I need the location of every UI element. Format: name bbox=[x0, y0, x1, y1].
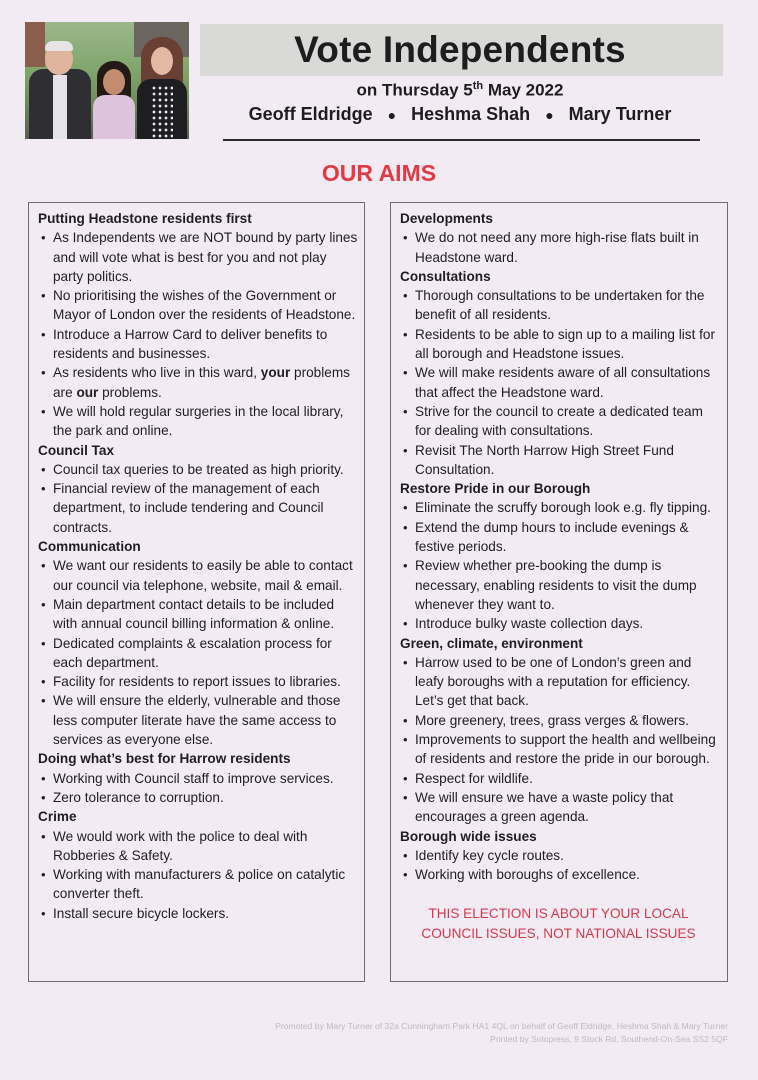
list-item-text: Dedicated complaints & escalation process for each department. bbox=[53, 635, 332, 670]
section-title: Restore Pride in our Borough bbox=[400, 481, 591, 497]
aims-list bbox=[38, 228, 358, 440]
list-item bbox=[38, 865, 358, 904]
list-item-text: Thorough consultations to be undertaken for the benefit of all residents. bbox=[415, 288, 705, 323]
list-item bbox=[38, 595, 358, 634]
list-item bbox=[400, 846, 721, 865]
list-item-text: Working with Council staff to improve services. bbox=[53, 770, 334, 786]
list-item bbox=[400, 498, 721, 517]
bullet-icon: • bbox=[41, 481, 46, 497]
list-item-text: Install secure bicycle lockers. bbox=[53, 905, 230, 921]
bullet-icon: • bbox=[403, 288, 408, 304]
bullet-icon: • bbox=[403, 789, 408, 805]
list-item bbox=[400, 711, 721, 730]
list-item-text: We will hold regular surgeries in the local library, the park and online. bbox=[53, 403, 344, 439]
list-item-text: Improvements to support the health and wellbeing of residents and restore the pride in our borough. bbox=[415, 732, 716, 767]
bullet-icon: • bbox=[41, 288, 46, 304]
bullet-icon: • bbox=[403, 847, 408, 863]
candidate-name: Geoff Eldridge bbox=[248, 104, 373, 124]
bullet-icon: • bbox=[41, 365, 46, 381]
list-item-text: Residents to be able to sign up to a mailing list for all borough and Headstone issues. bbox=[415, 326, 715, 362]
list-item bbox=[400, 228, 721, 267]
list-item-text: We want our residents to easily be able to contact our council via telephone, website, mail & email. bbox=[53, 558, 353, 593]
list-item-text: Identify key cycle routes. bbox=[415, 847, 564, 863]
section-title: Communication bbox=[38, 539, 141, 555]
aims-list bbox=[400, 653, 721, 827]
list-item bbox=[400, 286, 721, 325]
list-item-text: No prioritising the wishes of the Government or Mayor of London over the residents of Headstone. bbox=[53, 288, 356, 323]
bullet-icon: • bbox=[41, 905, 46, 921]
candidates-photo bbox=[25, 22, 189, 139]
bullet-icon: • bbox=[403, 403, 408, 419]
aims-section bbox=[400, 634, 721, 827]
list-item-text: We do not need any more high-rise flats built in Headstone ward. bbox=[415, 230, 699, 265]
bullet-icon: • bbox=[403, 326, 408, 342]
list-item bbox=[38, 691, 358, 749]
aims-section bbox=[38, 537, 358, 749]
list-item bbox=[38, 769, 358, 788]
list-item-text: Extend the dump hours to include evenings & festive periods. bbox=[415, 519, 689, 555]
list-item bbox=[400, 325, 721, 364]
section-title: Green, climate, environment bbox=[400, 635, 583, 651]
bullet-icon: • bbox=[41, 674, 46, 690]
bullet-icon: • bbox=[41, 230, 46, 246]
bullet-icon: • bbox=[41, 596, 46, 612]
bullet-icon: • bbox=[403, 654, 408, 670]
list-item bbox=[38, 904, 358, 923]
aims-list bbox=[400, 228, 721, 267]
bullet-icon: • bbox=[403, 616, 408, 632]
imprint-footer bbox=[275, 1020, 728, 1046]
list-item bbox=[400, 788, 721, 827]
list-item-text: We will ensure we have a waste policy that encourages a green agenda. bbox=[415, 789, 674, 825]
list-item-text: We would work with the police to deal with Robberies & Safety. bbox=[53, 828, 308, 863]
bullet-icon: • bbox=[403, 442, 408, 458]
list-item bbox=[400, 769, 721, 788]
election-tagline: THIS ELECTION IS ABOUT YOUR LOCAL COUNCIL ISSUES, NOT NATIONAL ISSUES bbox=[421, 906, 696, 941]
list-item bbox=[38, 672, 358, 691]
list-item bbox=[38, 286, 358, 325]
bullet-icon: • bbox=[403, 867, 408, 883]
promoted-by-text: Promoted by Mary Turner of 32a Cunningham Park HA1 4QL on behalf of Geoff Eldridge, Heshma Shah & Mary Turner bbox=[275, 1021, 728, 1031]
bullet-icon: • bbox=[403, 500, 408, 516]
bullet-icon: • bbox=[403, 732, 408, 748]
list-item bbox=[38, 827, 358, 866]
list-item bbox=[38, 460, 358, 479]
bullet-icon: • bbox=[41, 461, 46, 477]
list-item bbox=[400, 518, 721, 557]
list-item-text: Revisit The North Harrow High Street Fund Consultation. bbox=[415, 442, 674, 477]
candidate-name: Mary Turner bbox=[568, 104, 672, 124]
aims-list bbox=[400, 498, 721, 633]
list-item bbox=[38, 788, 358, 807]
aims-section bbox=[38, 807, 358, 923]
bullet-icon: • bbox=[403, 365, 408, 381]
list-item-text: Council tax queries to be treated as high priority. bbox=[53, 461, 344, 477]
bullet-icon: • bbox=[403, 558, 408, 574]
aims-list bbox=[400, 286, 721, 479]
bullet-icon: • bbox=[41, 867, 46, 883]
list-item-text: Zero tolerance to corruption. bbox=[53, 789, 224, 805]
bullet-icon: • bbox=[41, 326, 46, 342]
list-item-text: Financial review of the management of each department, to include tendering and Council contracts. bbox=[53, 481, 324, 535]
photo-person-geoff bbox=[29, 29, 91, 139]
list-item-text: We will make residents aware of all consultations that affect the Headstone ward. bbox=[415, 365, 711, 400]
list-item-text: Eliminate the scruffy borough look e.g. fly tipping. bbox=[415, 500, 711, 516]
bullet-icon: • bbox=[41, 403, 46, 419]
list-item bbox=[400, 614, 721, 633]
date-ordinal: th bbox=[472, 80, 484, 92]
bullet-icon: • bbox=[41, 789, 46, 805]
photo-person-mary bbox=[135, 35, 189, 139]
bullet-separator-icon: ● bbox=[545, 107, 554, 124]
list-item bbox=[400, 653, 721, 711]
aims-section bbox=[400, 827, 721, 885]
aims-right-column bbox=[390, 202, 728, 982]
header-divider bbox=[223, 139, 700, 141]
bullet-icon: • bbox=[41, 828, 46, 844]
list-item-text: As Independents we are NOT bound by party lines and will vote what is best for you and not play party politics. bbox=[53, 230, 358, 284]
list-item-text: We will ensure the elderly, vulnerable and those less computer literate have the same access to services as everyone else. bbox=[53, 693, 341, 748]
list-item bbox=[38, 556, 358, 595]
aims-section bbox=[400, 267, 721, 479]
section-title: Borough wide issues bbox=[400, 828, 537, 844]
list-item bbox=[400, 363, 721, 402]
bullet-separator-icon: ● bbox=[387, 107, 397, 124]
aims-list bbox=[38, 827, 358, 923]
list-item-text: Introduce bulky waste collection days. bbox=[415, 616, 644, 632]
aims-list bbox=[38, 769, 358, 808]
aims-section bbox=[400, 479, 721, 633]
bullet-icon: • bbox=[403, 770, 408, 786]
page-title: Vote Independents bbox=[294, 29, 626, 70]
aims-section bbox=[400, 209, 721, 267]
bullet-icon: • bbox=[403, 519, 408, 535]
aims-section bbox=[38, 749, 358, 807]
bullet-icon: • bbox=[41, 693, 46, 709]
date-prefix: on Thursday 5 bbox=[356, 80, 473, 100]
aims-list bbox=[38, 460, 358, 537]
bullet-icon: • bbox=[41, 635, 46, 651]
bullet-icon: • bbox=[41, 770, 46, 786]
list-item bbox=[400, 730, 721, 769]
candidate-names bbox=[200, 104, 720, 125]
list-item bbox=[400, 556, 721, 614]
section-title: Council Tax bbox=[38, 442, 115, 458]
bullet-icon: • bbox=[403, 712, 408, 728]
election-date bbox=[200, 80, 720, 101]
aims-heading: OUR AIMS bbox=[321, 160, 437, 186]
section-title: Doing what’s best for Harrow residents bbox=[38, 751, 291, 767]
aims-section bbox=[38, 441, 358, 537]
candidate-name: Heshma Shah bbox=[411, 104, 531, 124]
list-item-text: Strive for the council to create a dedicated team for dealing with consultations. bbox=[415, 403, 703, 439]
list-item bbox=[38, 363, 358, 402]
list-item-text: More greenery, trees, grass verges & flowers. bbox=[415, 712, 689, 728]
aims-section bbox=[38, 209, 358, 441]
bullet-icon: • bbox=[403, 230, 408, 246]
section-title: Putting Headstone residents first bbox=[38, 211, 252, 226]
list-item bbox=[400, 865, 721, 884]
list-item-text: Introduce a Harrow Card to deliver benefits to residents and businesses. bbox=[53, 326, 328, 362]
aims-left-column bbox=[28, 202, 365, 982]
section-title: Consultations bbox=[400, 268, 491, 284]
photo-person-heshma bbox=[89, 59, 139, 139]
list-item-text: Review whether pre-booking the dump is necessary, enabling residents to visit the dump whenever they want to. bbox=[415, 558, 697, 612]
list-item-text: Working with boroughs of excellence. bbox=[415, 867, 640, 883]
list-item-text: Harrow used to be one of London’s green and leafy boroughs with a reputation for efficiency. Let’s get that back. bbox=[415, 654, 692, 709]
list-item bbox=[38, 634, 358, 673]
list-item bbox=[400, 402, 721, 441]
list-item bbox=[400, 441, 721, 480]
list-item-text: Working with manufacturers & police on catalytic converter theft. bbox=[53, 867, 346, 902]
printed-by-text: Printed by Solopress, 9 Stock Rd, Southend-On-Sea SS2 5QF bbox=[490, 1034, 728, 1044]
list-item bbox=[38, 325, 358, 364]
aims-list bbox=[400, 846, 721, 885]
list-item bbox=[38, 402, 358, 441]
list-item-text: Main department contact details to be included with annual council billing information & online. bbox=[53, 596, 335, 632]
section-title: Crime bbox=[38, 809, 77, 825]
section-title: Developments bbox=[400, 211, 493, 226]
list-item-text: Respect for wildlife. bbox=[415, 770, 533, 786]
aims-list bbox=[38, 556, 358, 749]
list-item bbox=[38, 479, 358, 537]
list-item-text: Facility for residents to report issues to libraries. bbox=[53, 674, 341, 690]
list-item bbox=[38, 228, 358, 286]
date-rest: May 2022 bbox=[483, 80, 564, 100]
bullet-icon: • bbox=[41, 558, 46, 574]
list-item-text: As residents who live in this ward, your problems are our problems. bbox=[53, 365, 350, 400]
